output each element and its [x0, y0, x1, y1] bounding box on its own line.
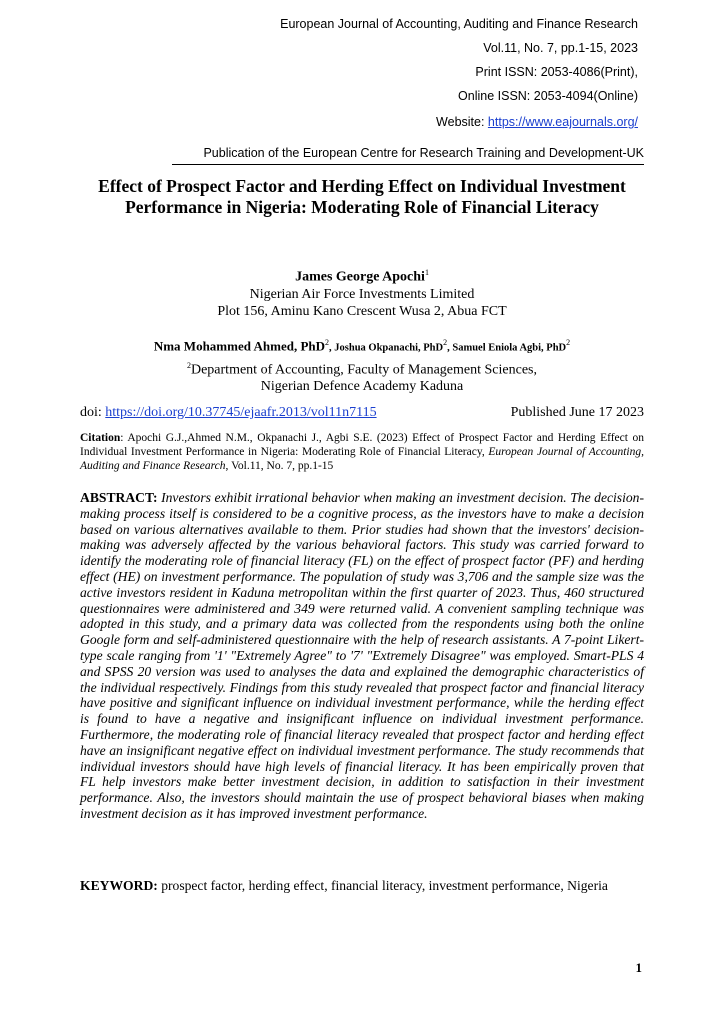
website-line: [436, 114, 638, 130]
website-link[interactable]: https://www.eajournals.org/: [487, 115, 638, 129]
doi-label: doi:: [80, 405, 106, 420]
website-label: Website:: [436, 115, 488, 129]
published-date: Published June 17 2023: [510, 405, 644, 420]
keywords-label: KEYWORD:: [80, 878, 158, 893]
citation-journal: European Journal of Accounting, Auditing and Finance Research: [80, 446, 644, 472]
print-issn: Print ISSN: 2053-4086(Print),: [475, 65, 638, 79]
doi-link[interactable]: https://doi.org/10.37745/ejaafr.2013/vol11n7115: [105, 405, 377, 420]
doi-line: [80, 405, 644, 421]
publisher-line: Publication of the European Centre for Research Training and Development-UK: [203, 146, 644, 160]
abstract-text: Investors exhibit irrational behavior when making an investment decision. The decision-making process itself is considered to be a cognitive process, as the investors have to make a decision based on various alternatives available to them. Prior studies had shown that the investors' decision-making was adversely affected by the various behavioral factors. This study was carried forward to identify the moderating role of financial literacy (FL) on the effect of prospect factor (PF) and herding effect (HE) on investment performance. The population of study was 3,706 and the sample size was the active investors resident in Kaduna metropolitan within the first quarter of 2023. Thus, 460 structured questionnaires were administered and 349 were returned valid. A convenient sampling technique was adopted in this study, and a primary data was collected from the respondents using both the online Google form and self-administered questionnaire with the help of research assistants. A 7-point Likert-type scale ranging from '1' "Extremely Agree" to '7' "Extremely Disagree" was employed. Smart-PLS 4 and SPSS 20 version was used to analyses the data and explained the demographic characteristics of the individual respectively. Findings from this study revealed that prospect factor and financial literacy have positive and significant influence on individual investment performance, while the herding effect is found to have a negative and insignificant influence on individual investment performance. Furthermore, the moderating role of financial literacy revealed that prospect factor and herding effect have an insignificant negative effect on individual investment performance. The study recommends that individual investors should have high levels of financial literacy. It has been empirically proven that FL help investors make better investment decision, in addition to satisfaction in their investment performance. Also, the investors should maintain the use of prospect behavioral biases when making investment decision as it has improved investment performance.: [80, 490, 644, 821]
citation-label: Citation: [80, 432, 121, 444]
volume-info: Vol.11, No. 7, pp.1-15, 2023: [483, 41, 638, 55]
author2-block: [80, 334, 644, 395]
author1-sup: 1: [424, 268, 429, 277]
citation-tail: , Vol.11, No. 7, pp.1-15: [225, 460, 334, 472]
abstract-block: [80, 490, 644, 822]
page-number: 1: [635, 960, 642, 975]
affiliation-sup: 2: [186, 360, 191, 370]
journal-name: European Journal of Accounting, Auditing and Finance Research: [280, 17, 638, 31]
paper-title: Effect of Prospect Factor and Herding Effect on Individual Investment Performance in Nigeria: Moderating Role of Financial Literacy: [98, 176, 626, 217]
author1-address: Plot 156, Aminu Kano Crescent Wusa 2, Abua FCT: [217, 303, 507, 319]
citation-text: : Apochi G.J.,Ahmed N.M., Okpanachi J., Agbi S.E. (2023) Effect of Prospect Factor and Herding Effect on Individual Investment Performance in Nigeria: Moderating Role of Financial Literacy,: [80, 432, 644, 458]
author1-name: James George Apochi: [295, 269, 425, 285]
coauthor3-name: , Samuel Eniola Agbi, PhD: [447, 342, 567, 354]
author2-institution: Nigerian Defence Academy Kaduna: [260, 379, 464, 395]
author1-affiliation: Nigerian Air Force Investments Limited: [249, 286, 475, 302]
coauthor3-sup: 2: [566, 338, 571, 347]
keywords-block: [80, 878, 644, 894]
coauthor2-name: , Joshua Okpanachi, PhD: [329, 342, 444, 354]
online-issn: Online ISSN: 2053-4094(Online): [458, 89, 638, 103]
coauthor2-sup: 2: [443, 338, 448, 347]
keywords-text: prospect factor, herding effect, financial literacy, investment performance, Nigeria: [157, 878, 608, 893]
author2-department: Department of Accounting, Faculty of Management Sciences,: [190, 362, 537, 378]
citation-block: [80, 431, 644, 473]
author2-name: Nma Mohammed Ahmed, PhD: [153, 338, 326, 354]
abstract-label: ABSTRACT:: [80, 490, 158, 505]
author1-block: [80, 264, 644, 320]
author2-sup: 2: [325, 338, 330, 347]
header-divider: [172, 164, 644, 165]
